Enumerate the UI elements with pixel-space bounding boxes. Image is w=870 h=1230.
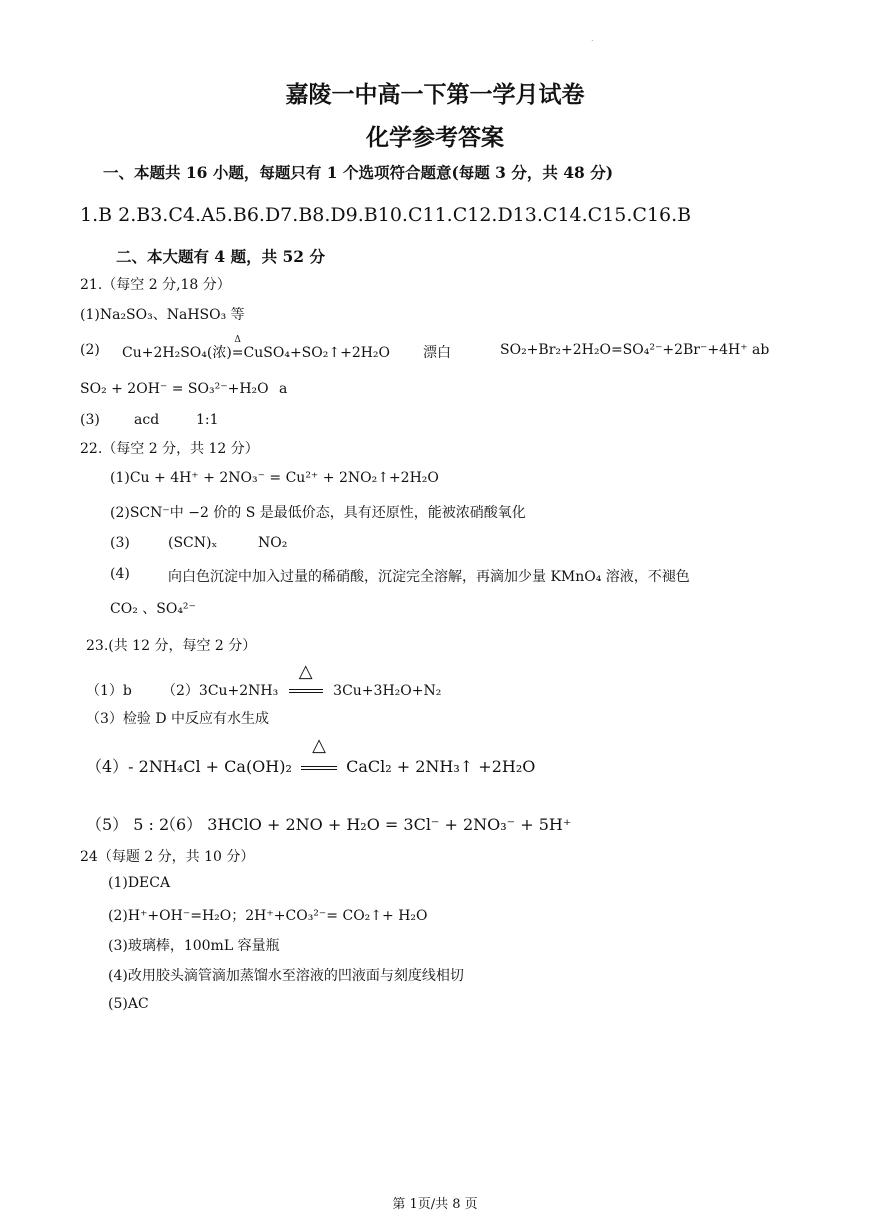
q23-part4	[86, 735, 536, 777]
q21-eq1-lhs: Cu+2H₂SO₄(浓)	[122, 345, 232, 361]
q21-part1-text: Na₂SO₃、NaHSO₃ 等	[99, 307, 245, 323]
q23-part4-rhs: CaCl₂ + 2NH₃↑ +2H₂O	[346, 757, 536, 776]
q24-part5: (5)AC	[108, 996, 149, 1012]
q21-answer-ab: ab	[752, 342, 770, 358]
q21-equation1	[122, 335, 391, 362]
delta-symbol: △	[312, 735, 326, 756]
heat-condition-mark	[289, 661, 323, 699]
delta-symbol: Δ	[234, 335, 241, 345]
section1-heading: 一、本题共 16 小题，每题只有 1 个选项符合题意(每题 3 分，共 48 分)	[103, 163, 614, 182]
q21-equation3: SO₂ + 2OH⁻ = SO₃²⁻+H₂O	[80, 381, 269, 397]
q22-part2: (2)SCN⁻中 −2 价的 S 是最低价态，具有还原性，能被浓硝酸氧化	[110, 505, 526, 521]
q21-eq1-rhs: CuSO₄+SO₂↑+2H₂O	[243, 345, 391, 361]
q22-part3-label: (3)	[110, 535, 130, 551]
q22-part1: (1)Cu + 4H⁺ + 2NO₃⁻ = Cu²⁺ + 2NO₂↑+2H₂O	[110, 470, 439, 486]
page-subtitle: 化学参考答案	[366, 124, 504, 151]
q21-part1	[80, 304, 245, 324]
multiple-choice-answers: 1.B 2.B3.C4.A5.B6.D7.B8.D9.B10.C11.C12.D13.C14.C15.C16.B	[80, 204, 692, 226]
q22-answer-scn: (SCN)ₓ	[168, 535, 218, 551]
q23-part1: （1）b	[86, 683, 132, 699]
q23-part2-lhs: （2）3Cu+2NH₃	[162, 683, 279, 699]
q21-answer-a: a	[279, 381, 288, 397]
q23-part2	[162, 661, 442, 700]
q21-equation2: SO₂+Br₂+2H₂O=SO₄²⁻+2Br⁻+4H⁺	[500, 342, 748, 358]
q22-part4-label: (4)	[110, 566, 130, 582]
q21-answer-acd: acd	[134, 412, 160, 428]
heat-condition-mark	[301, 735, 337, 776]
q22-answer-no2: NO₂	[258, 535, 288, 551]
q23-part6: （6） 3HClO + 2NO + H₂O = 3Cl⁻ + 2NO₃⁻ + 5H⁺	[160, 815, 572, 834]
q23-part3: （3）检验 D 中反应有水生成	[86, 711, 270, 727]
q21-answer-bleach: 漂白	[423, 345, 451, 361]
q24-part4: (4)改用胶头滴管滴加蒸馏水至溶液的凹液面与刻度线相切	[108, 968, 464, 984]
page-number: 第 1页/共 8 页	[392, 1197, 478, 1212]
q21-answer-ratio: 1:1	[196, 412, 219, 428]
equals-bar	[289, 689, 323, 693]
q21-heading: 21.（每空 2 分,18 分）	[80, 277, 231, 293]
scan-dot: .	[591, 34, 594, 43]
q21-part3-label: (3)	[80, 412, 100, 428]
q23-part2-rhs: 3Cu+3H₂O+N₂	[333, 683, 442, 699]
q22-part4-answer: CO₂ 、SO₄²⁻	[110, 601, 196, 617]
q24-part3: (3)玻璃棒，100mL 容量瓶	[108, 938, 280, 954]
q22-part4-text: 向白色沉淀中加入过量的稀硝酸，沉淀完全溶解，再滴加少量 KMnO₄ 溶液，不褪色	[168, 569, 690, 585]
q23-part4-lhs: （4）- 2NH₄Cl + Ca(OH)₂	[86, 757, 292, 776]
q22-heading: 22.（每空 2 分，共 12 分）	[80, 441, 259, 457]
delta-symbol: △	[298, 661, 313, 682]
q23-heading: 23.(共 12 分，每空 2 分）	[86, 638, 257, 654]
equals-bar	[301, 766, 337, 770]
q24-part2: (2)H⁺+OH⁻=H₂O；2H⁺+CO₃²⁻= CO₂↑+ H₂O	[108, 908, 428, 924]
q24-heading: 24（每题 2 分，共 10 分）	[80, 849, 255, 865]
page-title: 嘉陵一中高一下第一学月试卷	[285, 81, 585, 108]
q24-part1: (1)DECA	[108, 875, 171, 891]
heat-condition-mark: Δ =	[231, 335, 244, 361]
q21-part2-label: (2)	[80, 342, 100, 358]
q23-part5: （5） 5 : 2	[86, 815, 170, 834]
section2-heading: 二、本大题有 4 题，共 52 分	[116, 247, 325, 266]
q21-part1-label: (1)	[80, 307, 100, 323]
